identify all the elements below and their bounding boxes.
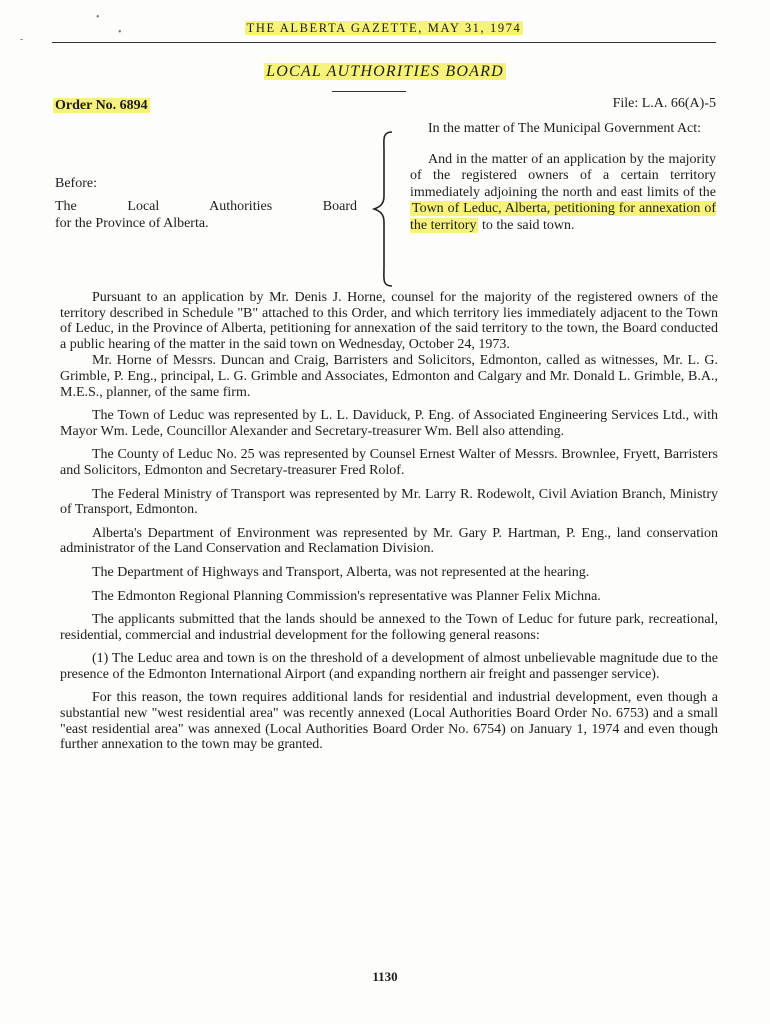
matter-text-highlighted: Town of Leduc, Alberta, petitioning for annexation of the territory	[410, 201, 716, 233]
body-paragraph: Mr. Horne of Messrs. Duncan and Craig, Barristers and Solicitors, Edmonton, called as witnesses, Mr. L. G. Grimble, P. Eng., principal, L. G. Grimble and Associates, Edmonton and Calgary and Mr. Donald L. Grimble, B.A., M.E.S., planner, of the same firm.	[60, 353, 718, 400]
order-number-text: Order No. 6894	[55, 98, 148, 113]
scan-speck: •	[118, 27, 122, 38]
order-number	[53, 98, 150, 114]
before-label: Before:	[55, 176, 97, 191]
header-rule	[52, 42, 716, 43]
file-number: File: L.A. 66(A)-5	[612, 96, 716, 111]
matter-text-end: to the said town.	[481, 217, 575, 233]
body-paragraph: Alberta's Department of Environment was represented by Mr. Gary P. Hartman, P. Eng., land conservation administrator of the Land Conservation and Reclamation Division.	[60, 525, 718, 557]
page-number: 1130	[372, 969, 398, 984]
scan-speck: -	[20, 34, 24, 45]
body-paragraph: The Town of Leduc was represented by L. L. Daviduck, P. Eng. of Associated Engineering Services Ltd., with Mayor Wm. Lede, Councillor Alexander and Secretary-treasurer Wm. Bell also attending.	[60, 408, 718, 439]
before-body	[55, 198, 357, 232]
title-rule	[332, 91, 406, 92]
curly-brace	[372, 130, 396, 288]
board-title-text: LOCAL AUTHORITIES BOARD	[266, 63, 504, 80]
matter-block	[410, 121, 716, 246]
body-paragraph: The Edmonton Regional Planning Commission's representative was Planner Felix Michna.	[92, 588, 601, 604]
matter-text-plain: And in the matter of an application by the majority of the registered owners of a certain territory immediately adjoining the north and east limits of the	[410, 151, 716, 200]
body-paragraph: For this reason, the town requires additional lands for residential and industrial development, even though a substantial new "west residential area" was recently annexed (Local Authorities Board Order No. 6753) and a small "east residential area" was annexed (Local Authorities Board Order No. 6754) on January 1, 1974 and even though further annexation to the town may be granted.	[60, 690, 718, 753]
board-title	[0, 63, 770, 81]
body-paragraph: The applicants submitted that the lands should be annexed to the Town of Leduc for future park, recreational, residential, commercial and industrial development for the following general reasons:	[60, 612, 718, 643]
matter-text	[410, 152, 716, 235]
order-body	[60, 290, 718, 761]
before-line: The Local Authorities Board	[55, 199, 357, 214]
scan-speck: •	[96, 12, 100, 23]
matter-heading: In the matter of The Municipal Government Act:	[428, 121, 702, 136]
body-paragraph: (1) The Leduc area and town is on the threshold of a development of almost unbelievable magnitude due to the presence of the Edmonton International Airport (and expanding northern air freight and passenger service).	[60, 651, 718, 682]
gazette-header	[52, 21, 716, 36]
body-paragraph: The Department of Highways and Transport, Alberta, was not represented at the hearing.	[92, 564, 590, 580]
body-paragraph: Pursuant to an application by Mr. Denis J. Horne, counsel for the majority of the registered owners of the territory described in Schedule "B" attached to this Order, and which territory lies immediately adjacent to the Town of Leduc, in the Province of Alberta, petitioning for annexation of the said territory to the town, the Board conducted a public hearing of the matter in the said town on Wednesday, October 24, 1973.	[60, 290, 718, 352]
before-line: for the Province of Alberta.	[55, 216, 209, 231]
gazette-header-text: THE ALBERTA GAZETTE, MAY 31, 1974	[246, 21, 522, 35]
body-paragraph: The Federal Ministry of Transport was represented by Mr. Larry R. Rodewolt, Civil Aviation Branch, Ministry of Transport, Edmonton.	[60, 486, 718, 518]
body-paragraph: The County of Leduc No. 25 was represented by Counsel Ernest Walter of Messrs. Brownlee, Fryett, Barristers and Solicitors, Edmonton and Secretary-treasurer Fred Rolof.	[60, 447, 718, 478]
